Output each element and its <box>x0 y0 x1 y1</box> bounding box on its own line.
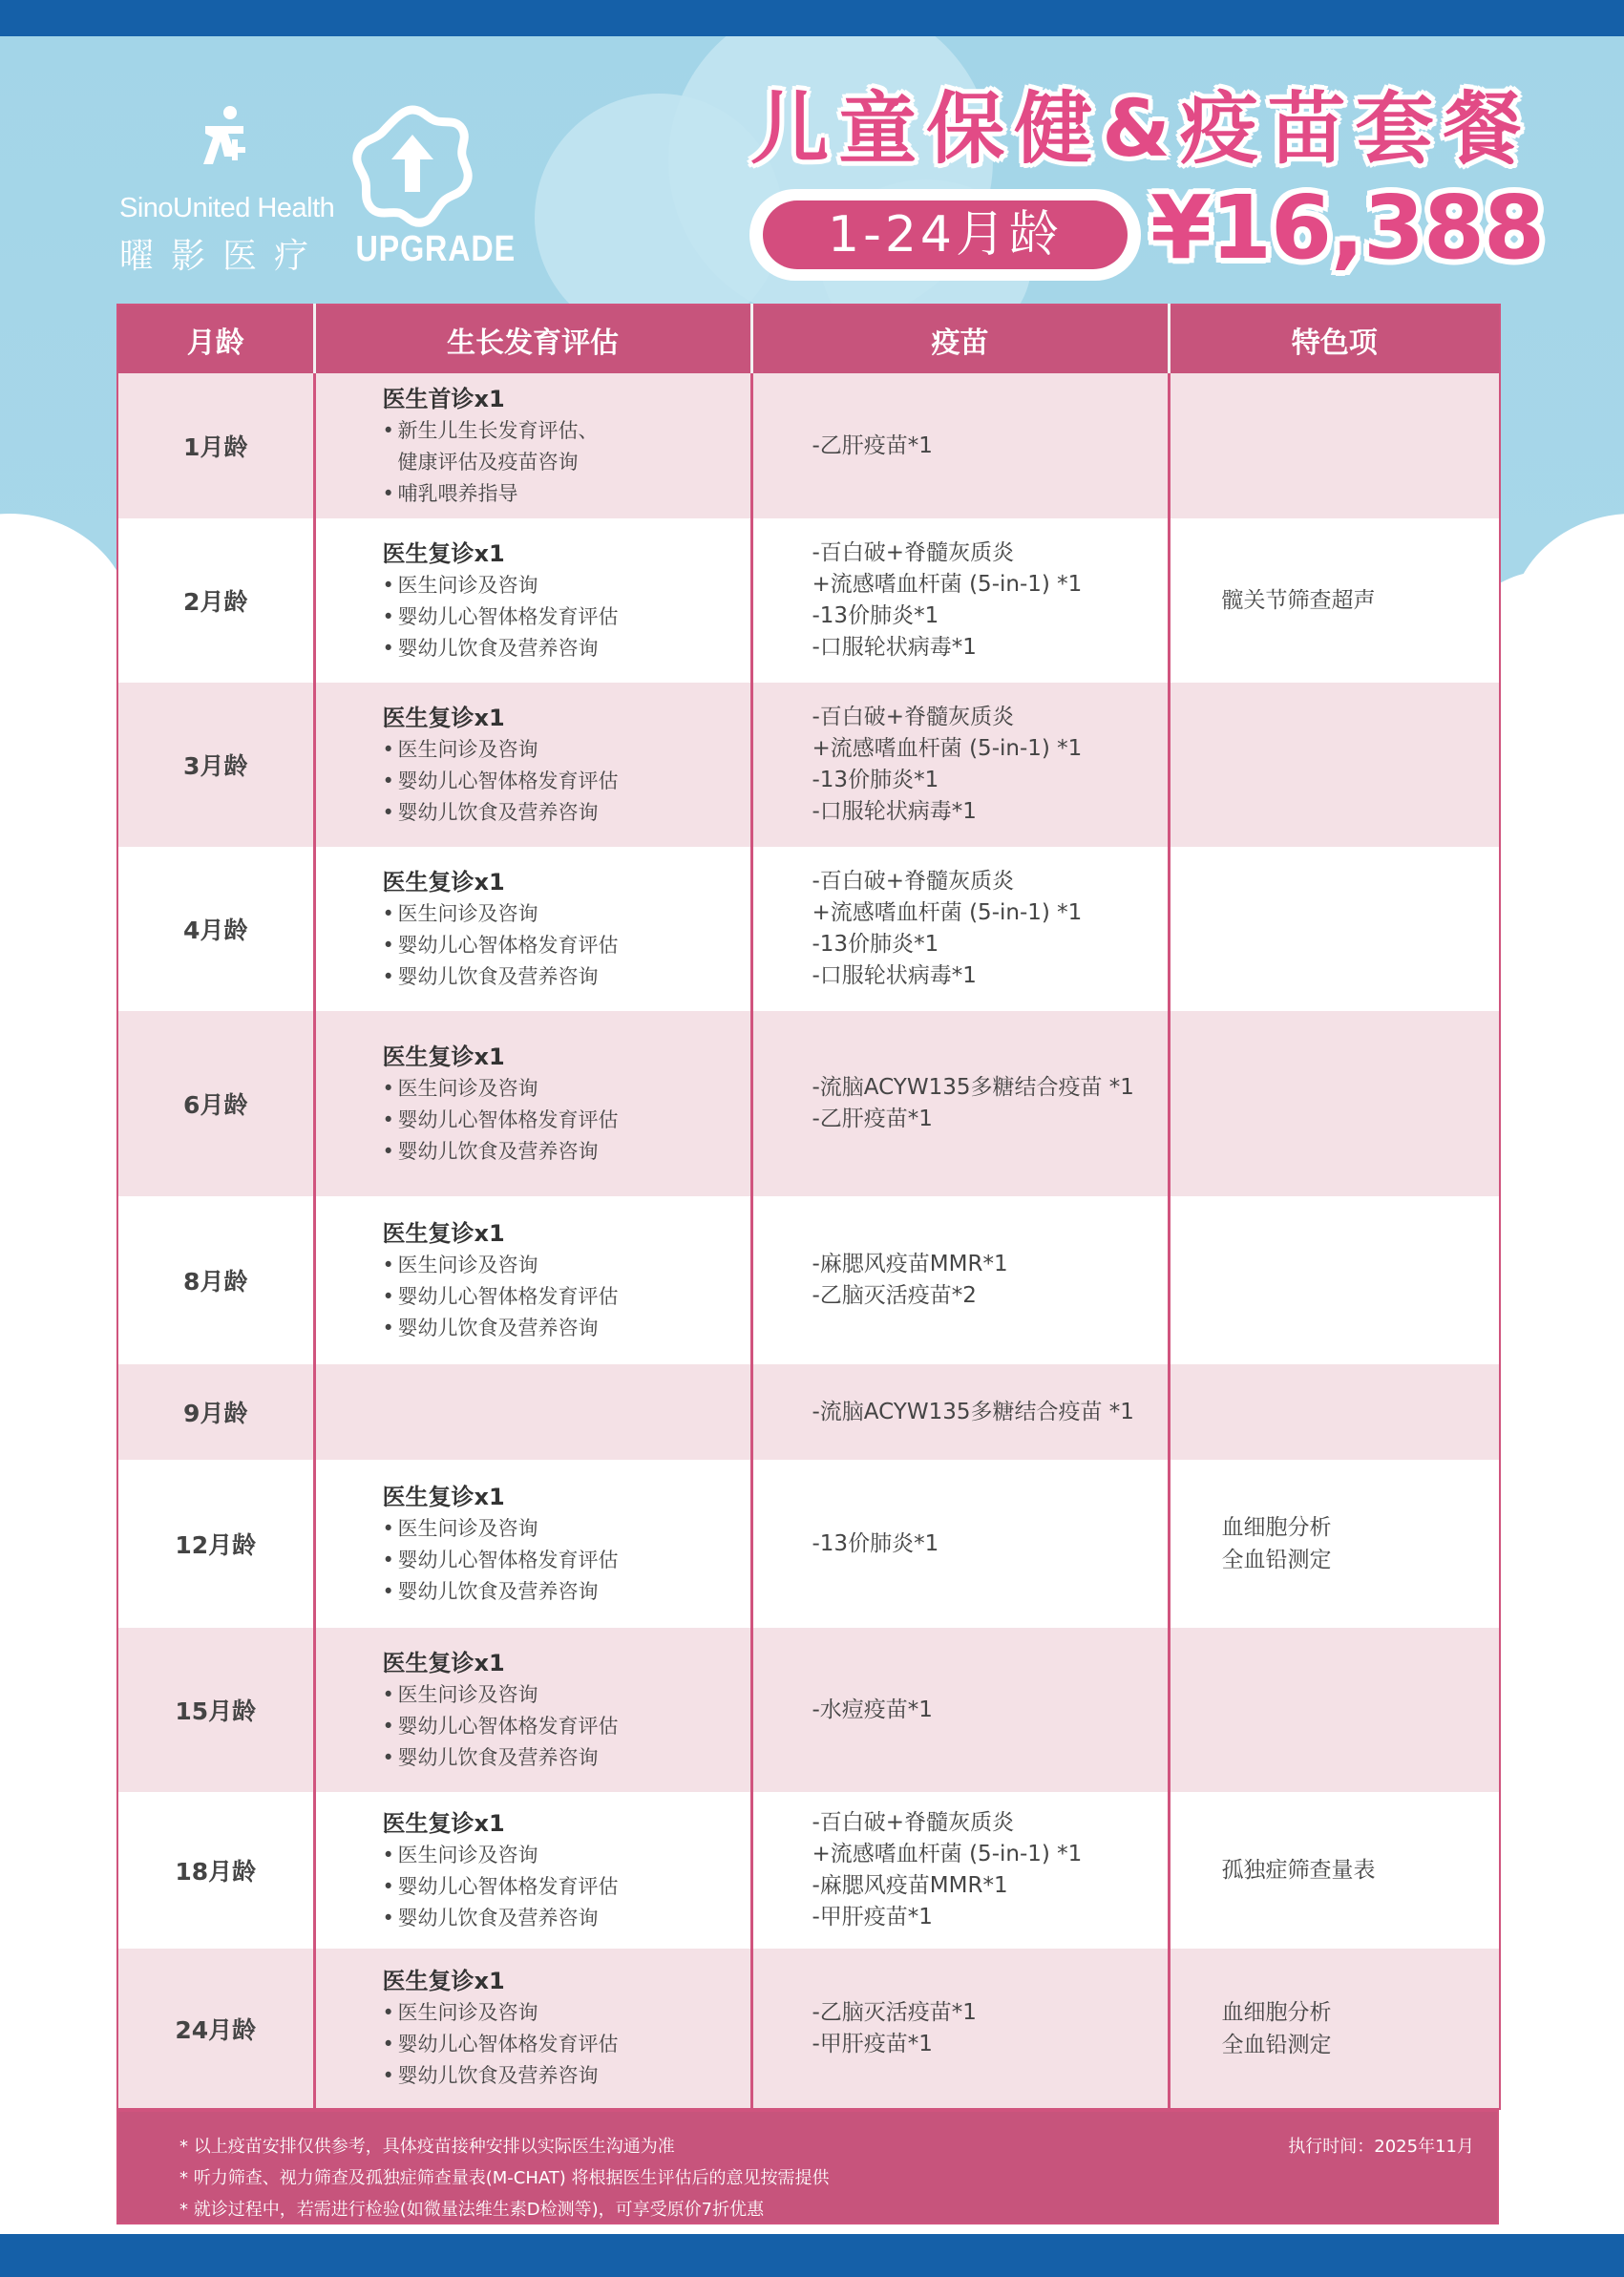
assessment-title: 医生复诊x1 <box>382 1043 505 1070</box>
assessment-title: 医生复诊x1 <box>382 1809 505 1837</box>
effective-date: 执行时间：2025年11月 <box>1288 2137 1474 2157</box>
vaccine-item: -甲肝疫苗*1 <box>812 2031 933 2056</box>
assessment-list <box>383 415 743 510</box>
header-vaccine: 疫苗 <box>751 305 1169 373</box>
brand-logo <box>119 105 339 277</box>
special-item: 孤独症筛查量表 <box>1221 1858 1376 1883</box>
assessment-title: 医生复诊x1 <box>382 868 505 896</box>
assessment-list <box>383 1250 743 1344</box>
assessment-item: • 婴幼儿饮食及营养咨询 <box>383 1136 743 1168</box>
table-row <box>117 1364 1500 1460</box>
assessment-cell <box>314 1196 751 1364</box>
assessment-title: 医生复诊x1 <box>382 704 505 731</box>
age-cell: 24月龄 <box>117 1949 314 2109</box>
vaccine-item: -乙脑灭活疫苗*1 <box>812 1999 977 2025</box>
assessment-cell <box>314 1792 751 1949</box>
special-cell <box>1169 1196 1500 1364</box>
age-cell: 18月龄 <box>117 1792 314 1949</box>
vaccine-item: -13价肺炎*1 <box>812 603 939 628</box>
assessment-item: • 婴幼儿心智体格发育评估 <box>383 1281 743 1313</box>
assessment-list <box>383 570 743 664</box>
special-cell <box>1169 518 1500 683</box>
header-assessment: 生长发育评估 <box>314 305 751 373</box>
brand-name-en: SinoUnited Health <box>119 193 335 223</box>
vaccine-cell <box>751 1628 1169 1792</box>
assessment-list <box>383 1840 743 1934</box>
assessment-item: • 婴幼儿心智体格发育评估 <box>383 1711 743 1742</box>
vaccine-cell <box>751 1011 1169 1196</box>
headline: 儿童保健&疫苗套餐 <box>750 84 1531 175</box>
special-item: 血细胞分析 <box>1221 1999 1332 2025</box>
age-cell: 3月龄 <box>117 683 314 847</box>
vaccine-item: -百白破+脊髓灰质炎 <box>812 540 1015 565</box>
assessment-cell <box>314 518 751 683</box>
assessment-cell <box>314 1628 751 1792</box>
vaccine-item: -13价肺炎*1 <box>812 768 939 792</box>
vaccine-cell <box>751 1460 1169 1628</box>
assessment-item: • 婴幼儿心智体格发育评估 <box>383 1105 743 1136</box>
assessment-list <box>383 734 743 829</box>
special-cell <box>1169 1628 1500 1792</box>
assessment-title: 医生复诊x1 <box>382 1649 505 1676</box>
assessment-list <box>383 1073 743 1168</box>
vaccine-cell <box>751 1364 1169 1460</box>
table-row <box>117 1196 1500 1364</box>
assessment-title: 医生复诊x1 <box>382 1219 505 1247</box>
schedule-table <box>116 304 1501 2110</box>
assessment-item: • 医生问诊及咨询 <box>383 570 743 601</box>
assessment-item: • 婴幼儿饮食及营养咨询 <box>383 1903 743 1934</box>
vaccine-cell <box>751 1949 1169 2109</box>
assessment-item: • 医生问诊及咨询 <box>383 1250 743 1281</box>
vaccine-item: -甲肝疫苗*1 <box>812 1905 933 1929</box>
assessment-item: • 婴幼儿饮食及营养咨询 <box>383 797 743 829</box>
table-row <box>117 683 1500 847</box>
assessment-list <box>383 1679 743 1774</box>
vaccine-cell <box>751 1196 1169 1364</box>
vaccine-item: -13价肺炎*1 <box>812 932 939 957</box>
upgrade-arrow-icon <box>346 100 479 234</box>
vaccine-item: -口服轮状病毒*1 <box>812 963 977 988</box>
assessment-item: • 婴幼儿心智体格发育评估 <box>383 2029 743 2060</box>
table-row <box>117 373 1500 518</box>
assessment-list <box>383 898 743 993</box>
bottom-bar <box>0 2234 1624 2277</box>
age-cell: 12月龄 <box>117 1460 314 1628</box>
assessment-item: • 医生问诊及咨询 <box>383 898 743 930</box>
table-row <box>117 847 1500 1011</box>
assessment-cell <box>314 847 751 1011</box>
special-item: 髋关节筛查超声 <box>1221 588 1376 613</box>
age-range-pill <box>749 189 1141 281</box>
assessment-cell <box>314 1011 751 1196</box>
table-row <box>117 1792 1500 1949</box>
table-row <box>117 1628 1500 1792</box>
vaccine-cell <box>751 518 1169 683</box>
footnote-box <box>116 2110 1499 2224</box>
vaccine-item: +流感嗜血杆菌 (5-in-1) *1 <box>812 572 1083 597</box>
brand-name-cn: 曜影医疗 <box>119 237 327 276</box>
assessment-title: 医生复诊x1 <box>382 1483 505 1510</box>
age-cell: 6月龄 <box>117 1011 314 1196</box>
vaccine-item: -口服轮状病毒*1 <box>812 799 977 824</box>
special-item: 全血铅测定 <box>1221 2032 1332 2057</box>
package-price: ¥16,388 <box>1150 177 1545 279</box>
top-bar <box>0 0 1624 36</box>
special-cell <box>1169 1792 1500 1949</box>
assessment-item: • 婴幼儿心智体格发育评估 <box>383 766 743 797</box>
special-cell <box>1169 1460 1500 1628</box>
assessment-item: • 医生问诊及咨询 <box>383 1679 743 1711</box>
vaccine-cell <box>751 373 1169 518</box>
assessment-item: • 婴幼儿心智体格发育评估 <box>383 601 743 633</box>
table-row <box>117 518 1500 683</box>
assessment-cell <box>314 1949 751 2109</box>
special-cell <box>1169 373 1500 518</box>
vaccine-item: -百白破+脊髓灰质炎 <box>812 869 1015 894</box>
vaccine-item: +流感嗜血杆菌 (5-in-1) *1 <box>812 900 1083 925</box>
assessment-item: • 婴幼儿心智体格发育评估 <box>383 1545 743 1576</box>
vaccine-item: -水痘疫苗*1 <box>812 1697 933 1722</box>
assessment-item: • 新生儿生长发育评估、 <box>383 415 743 447</box>
assessment-title: 医生复诊x1 <box>382 539 505 567</box>
vaccine-item: +流感嗜血杆菌 (5-in-1) *1 <box>812 736 1083 761</box>
assessment-item: • 婴幼儿饮食及营养咨询 <box>383 1313 743 1344</box>
table-row <box>117 1460 1500 1628</box>
vaccine-item: -流脑ACYW135多糖结合疫苗 *1 <box>812 1075 1134 1100</box>
footnote: * 以上疫苗安排仅供参考，具体疫苗接种安排以实际医生沟通为准 <box>179 2137 675 2157</box>
upgrade-label: UPGRADE <box>355 229 516 269</box>
vaccine-item: -百白破+脊髓灰质炎 <box>812 705 1015 729</box>
assessment-item: • 婴幼儿饮食及营养咨询 <box>383 1576 743 1608</box>
special-cell <box>1169 1949 1500 2109</box>
assessment-item: • 医生问诊及咨询 <box>383 734 743 766</box>
header-special: 特色项 <box>1169 305 1500 373</box>
assessment-cell <box>314 683 751 847</box>
assessment-item: • 医生问诊及咨询 <box>383 1997 743 2029</box>
special-cell <box>1169 1011 1500 1196</box>
special-cell <box>1169 847 1500 1011</box>
assessment-item: • 婴幼儿饮食及营养咨询 <box>383 961 743 993</box>
assessment-cell <box>314 373 751 518</box>
assessment-list <box>383 1997 743 2092</box>
assessment-item: • 医生问诊及咨询 <box>383 1513 743 1545</box>
age-cell: 9月龄 <box>117 1364 314 1460</box>
table-header-row <box>117 305 1500 373</box>
vaccine-item: -13价肺炎*1 <box>812 1530 939 1556</box>
vaccine-item: -乙肝疫苗*1 <box>812 1107 933 1131</box>
special-item: 血细胞分析 <box>1221 1515 1332 1540</box>
vaccine-cell <box>751 683 1169 847</box>
assessment-item: • 医生问诊及咨询 <box>383 1840 743 1871</box>
vaccine-item: -流脑ACYW135多糖结合疫苗 *1 <box>812 1399 1134 1424</box>
table-row <box>117 1949 1500 2109</box>
header-age: 月龄 <box>117 305 314 373</box>
assessment-cell <box>314 1364 751 1460</box>
footnote-list <box>179 2131 830 2225</box>
age-cell: 8月龄 <box>117 1196 314 1364</box>
age-cell: 1月龄 <box>117 373 314 518</box>
footnote: * 就诊过程中，若需进行检验(如微量法维生素D检测等)，可享受原价7折优惠 <box>179 2200 765 2220</box>
special-item: 全血铅测定 <box>1221 1548 1332 1572</box>
assessment-item: • 医生问诊及咨询 <box>383 1073 743 1105</box>
assessment-item: • 哺乳喂养指导 <box>383 478 743 510</box>
assessment-item: • 婴幼儿饮食及营养咨询 <box>383 2060 743 2092</box>
assessment-title: 医生复诊x1 <box>382 1968 505 1994</box>
vaccine-cell <box>751 847 1169 1011</box>
assessment-item: • 婴幼儿心智体格发育评估 <box>383 1871 743 1903</box>
vaccine-item: -乙脑灭活疫苗*2 <box>812 1283 977 1308</box>
vaccine-item: -口服轮状病毒*1 <box>812 635 977 660</box>
age-cell: 4月龄 <box>117 847 314 1011</box>
assessment-item: • 婴幼儿饮食及营养咨询 <box>383 1742 743 1774</box>
special-cell <box>1169 683 1500 847</box>
assessment-item: • 婴幼儿心智体格发育评估 <box>383 930 743 961</box>
upgrade-badge <box>346 100 516 282</box>
special-cell <box>1169 1364 1500 1460</box>
vaccine-item: +流感嗜血杆菌 (5-in-1) *1 <box>812 1842 1083 1866</box>
vaccine-cell <box>751 1792 1169 1949</box>
vaccine-item: -麻腮风疫苗MMR*1 <box>812 1873 1008 1898</box>
age-cell: 15月龄 <box>117 1628 314 1792</box>
age-range-label: 1-24月龄 <box>763 200 1128 269</box>
assessment-list <box>383 1513 743 1608</box>
footnote: * 听力筛查、视力筛查及孤独症筛查量表(M-CHAT) 将根据医生评估后的意见按需提供 <box>179 2168 830 2188</box>
assessment-cell <box>314 1460 751 1628</box>
table-row <box>117 1011 1500 1196</box>
assessment-item: 健康评估及疫苗咨询 <box>397 450 579 474</box>
assessment-title: 医生首诊x1 <box>382 385 505 412</box>
vaccine-item: -乙肝疫苗*1 <box>812 432 933 458</box>
vaccine-item: -麻腮风疫苗MMR*1 <box>812 1252 1008 1276</box>
brand-mark-icon <box>196 105 255 174</box>
vaccine-item: -百白破+脊髓灰质炎 <box>812 1810 1015 1835</box>
assessment-item: • 婴幼儿饮食及营养咨询 <box>383 633 743 664</box>
age-cell: 2月龄 <box>117 518 314 683</box>
